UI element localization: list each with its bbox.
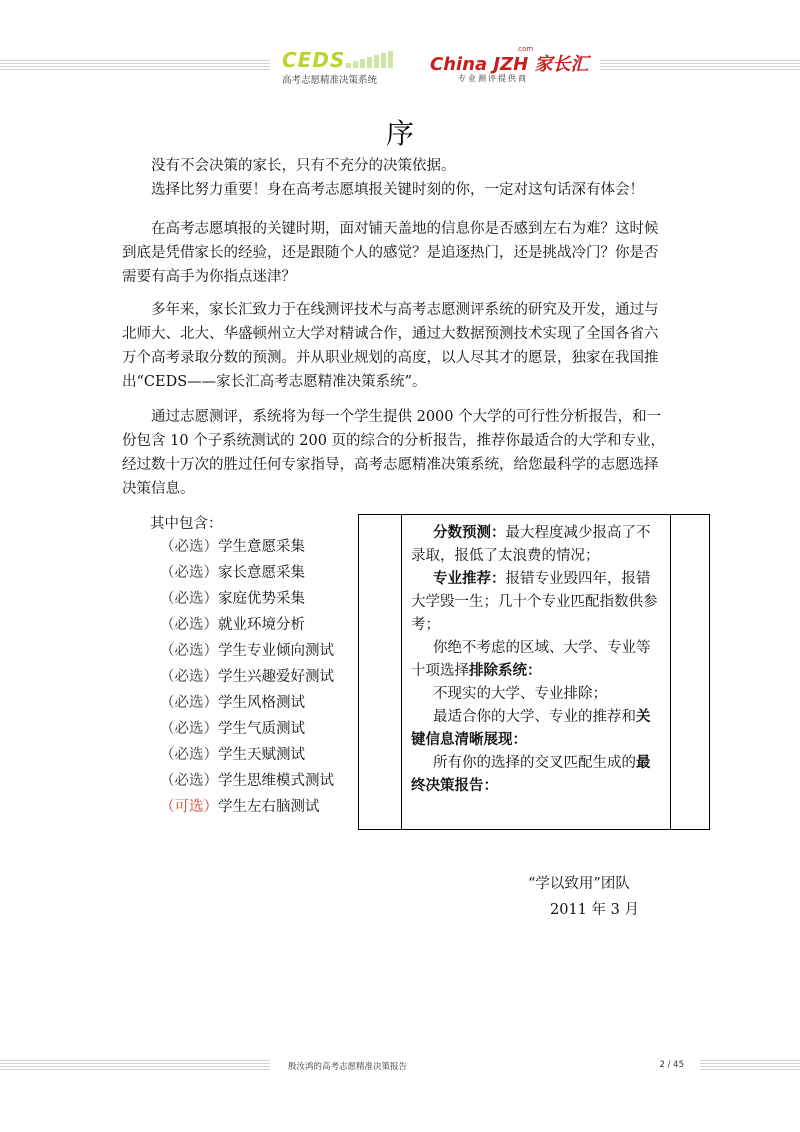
jzh-logo [430, 45, 595, 86]
list-item [160, 692, 334, 718]
feature-desc: 最适合你的大学、专业的推荐和 [433, 709, 636, 725]
list-item [160, 666, 334, 692]
feature-unrealistic-exclusion [411, 683, 663, 706]
feature-label: 排除系统： [469, 663, 542, 679]
option-name: 学生意愿采集 [218, 539, 305, 555]
list-item [160, 562, 334, 588]
feature-text [411, 522, 663, 798]
feature-desc: 你绝不考虑的区域、大学、专业等十项选择 [411, 640, 651, 679]
option-name: 家长意愿采集 [218, 565, 305, 581]
option-name: 学生左右脑测试 [218, 799, 320, 815]
box-divider-right [670, 515, 671, 829]
feature-desc: 不现实的大学、专业排除； [433, 686, 607, 702]
option-name: 学生思维模式测试 [218, 773, 334, 789]
feature-desc: 最大程度减少报高了不录取，报低了太浪费的情况； [411, 525, 651, 564]
paragraph-4: 多年来，家长汇致力于在线测评技术与高考志愿测评系统的研究及开发，通过与北师大、北大、华盛顿州立大学对精诚合作，通过大数据预测技术实现了全国各省六万个高考录取分数的预测。并从职业规划的高度，以人尽其才的愿景，独家在我国推出“CEDS——家长汇高考志愿精准决策系统”。 [122, 302, 659, 390]
feature-score-prediction [411, 522, 663, 568]
paragraph-3: 在高考志愿填报的关键时期，面对铺天盖地的信息你是否感到左右为难？这时候到底是凭借家长的经验，还是跟随个人的感觉？是追逐热门，还是挑战冷门？你是否需要有高手为你指点迷津？ [122, 221, 659, 285]
option-tag: （必选） [160, 617, 218, 633]
option-tag: （必选） [160, 695, 218, 711]
list-intro: 其中包含： [150, 516, 223, 532]
list-item [160, 588, 334, 614]
page-number: 2 / 45 [659, 1060, 684, 1070]
feature-desc: 所有你的选择的交叉匹配生成的 [433, 755, 636, 771]
feature-major-recommendation [411, 568, 663, 637]
paragraph-2: 选择比努力重要！身在高考志愿填报关键时刻的你，一定对这句话深有体会！ [151, 182, 644, 198]
footer [270, 1058, 700, 1074]
options-list [160, 536, 334, 822]
option-name: 学生天赋测试 [218, 747, 305, 763]
jzh-domain: .com [516, 45, 534, 53]
feature-box [358, 514, 710, 830]
jzh-subtitle: 专业测评提供商 [458, 74, 528, 83]
box-divider-left [401, 515, 402, 829]
option-name: 就业环境分析 [218, 617, 305, 633]
list-item [160, 744, 334, 770]
feature-final-report [411, 752, 663, 798]
option-name: 学生风格测试 [218, 695, 305, 711]
option-tag: （必选） [160, 773, 218, 789]
option-name: 家庭优势采集 [218, 591, 305, 607]
list-item [160, 614, 334, 640]
option-name: 学生气质测试 [218, 721, 305, 737]
ceds-subtitle: 高考志愿精准决策系统 [282, 75, 378, 86]
paragraph-1: 没有不会决策的家长，只有不充分的决策依据。 [151, 158, 456, 174]
feature-label: 最终决策报告： [411, 755, 651, 794]
ceds-bars-graphic [346, 50, 406, 68]
feature-label: 专业推荐： [433, 571, 506, 587]
paragraph-5: 通过志愿测评，系统将为每一个学生提供 2000 个大学的可行性分析报告，和一份包含 10 个子系统测试的 200 页的综合的分析报告，推荐你最适合的大学和专业，经过数十万次的胜过任何专家指导，高考志愿精准决策系统，给您最科学的志愿选择决策信息。 [122, 409, 666, 497]
signature-date: 2011 年 3 月 [550, 902, 639, 918]
option-tag: （必选） [160, 539, 218, 555]
option-tag: （必选） [160, 721, 218, 737]
list-item [160, 770, 334, 796]
option-name: 学生专业倾向测试 [218, 643, 334, 659]
list-item [160, 718, 334, 744]
feature-label: 关键信息清晰展现： [411, 709, 651, 748]
option-tag: （必选） [160, 565, 218, 581]
optional-tag: （可选） [160, 799, 218, 815]
option-tag: （必选） [160, 591, 218, 607]
option-tag: （必选） [160, 747, 218, 763]
option-tag: （必选） [160, 669, 218, 685]
list-item [160, 640, 334, 666]
feature-desc: 报错专业毁四年，报错大学毁一生；几十个专业匹配指数供参考； [411, 571, 658, 633]
feature-key-info [411, 706, 663, 752]
header-logos [270, 46, 600, 88]
list-item [160, 796, 334, 822]
footer-title: 殷汝鸿的高考志愿精准决策报告 [288, 1062, 408, 1072]
option-tag: （必选） [160, 643, 218, 659]
jzh-logo-text: China JZH 家长汇 [430, 54, 589, 75]
ceds-logo [276, 48, 411, 86]
list-item [160, 536, 334, 562]
ceds-logo-text: CEDS [282, 48, 346, 72]
page-title: 序 [385, 117, 414, 150]
feature-label: 分数预测： [433, 525, 506, 541]
option-name: 学生兴趣爱好测试 [218, 669, 334, 685]
signature-team: “学以致用”团队 [528, 876, 630, 892]
feature-exclusion-system [411, 637, 663, 683]
